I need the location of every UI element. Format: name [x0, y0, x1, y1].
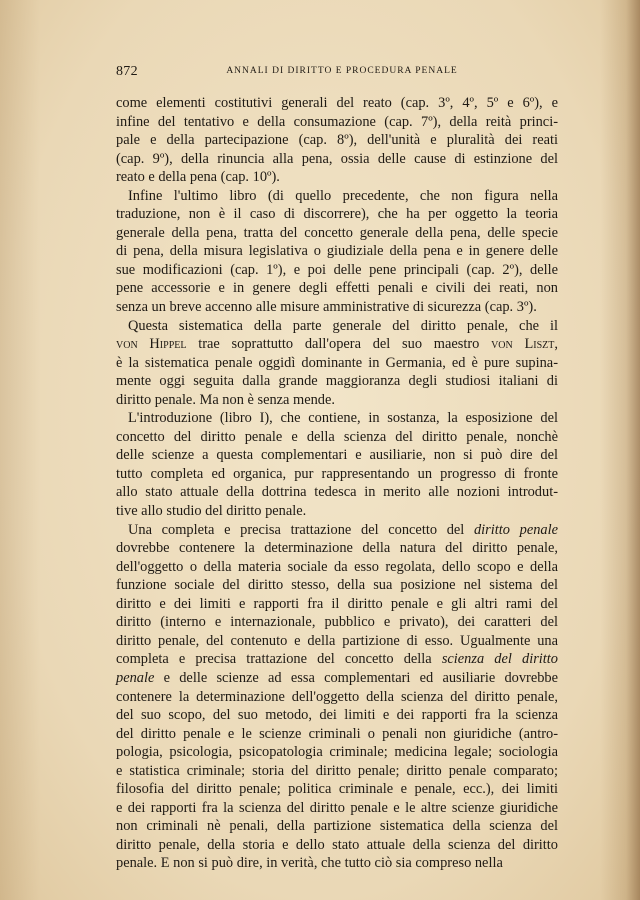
text-line [116, 335, 558, 354]
text-line: L'introduzione (libro I), che contiene, in sostanza, la esposizione del [128, 410, 558, 427]
text-line: diritto penale, del contenuto e della partizione di esso. Ugualmente una [116, 632, 558, 649]
running-title: ANNALI DI DIRITTO E PROCEDURA PENALE [226, 66, 458, 76]
text-line: del suo scopo, del suo metodo, dei limiti e dei rapporti fra la scienza [116, 707, 558, 724]
text-line: allo stato attuale della dottrina tedesca in merito alle nozioni introdut- [116, 484, 558, 501]
text-fragment: trae soprattutto dall'opera del suo maestro [186, 336, 492, 353]
text-fragment: , [554, 336, 558, 353]
text-line: concetto del diritto penale e della scienza del diritto penale, nonchè [116, 428, 558, 445]
text-line: e statistica criminale; storia del diritto penale; diritto penale comparato; [116, 762, 558, 779]
text-line: mente oggi seguita dalla grande maggioranza degli studiosi italiani di [116, 373, 558, 390]
page-number: 872 [116, 64, 138, 79]
text-line: penale. E non si può dire, in verità, che tutto ciò sia compreso nella [116, 855, 503, 872]
text-line: pologia, psicologia, psicopatologia criminale; medicina legale; sociologia [116, 744, 558, 761]
text-line: pene accessorie e in genere degli effetti penali e civili dei reati, non [116, 280, 558, 297]
text-line: diritto (interno e internazionale, pubblico e privato), dei caratteri del [116, 614, 558, 631]
emphasized-term: scienza del diritto [441, 651, 559, 668]
text-line: diritto penale, della storia e dello stato attuale della scienza del diritto [116, 836, 558, 853]
text-line [116, 521, 558, 540]
text-fragment: e delle scienze ad essa complementari ed ausiliarie dovrebbe [154, 669, 558, 686]
text-line: è la sistematica penale oggidì dominante in Germania, ed è pure supina- [116, 354, 558, 371]
text-fragment: completa e precisa trattazione del concetto della [116, 651, 442, 668]
text-line: dovrebbe contenere la determinazione della natura del diritto penale, [116, 540, 558, 557]
text-line: Questa sistematica della parte generale del diritto penale, che il [128, 317, 558, 334]
body-text [116, 94, 558, 873]
text-line: tutto completa ed organica, pur rappresentando un progresso di fronte [116, 465, 558, 482]
page-header [116, 64, 558, 80]
text-line [116, 669, 558, 688]
text-line: traduzione, non è il caso di discorrere), che ha per oggetto la teoria [116, 206, 558, 223]
text-line: contenere la determinazione dell'oggetto della scienza del diritto penale, [116, 688, 558, 705]
text-line: del diritto penale e le scienze criminali o penali non giuridiche (antro- [116, 725, 558, 742]
text-line [116, 650, 558, 669]
text-line: come elementi costitutivi generali del reato (cap. 3º, 4º, 5º e 6º), e [116, 95, 558, 111]
emphasized-term: penale [116, 669, 155, 686]
text-line: di pena, della misura legislativa o giudiziale della pena e in genere delle [116, 243, 558, 260]
text-line: reato e della pena (cap. 10º). [116, 169, 280, 186]
emphasized-term: diritto penale [473, 521, 558, 538]
text-line: sue modificazioni (cap. 1º), e poi delle pene principali (cap. 2º), delle [116, 261, 558, 278]
text-line: (cap. 9º), della rinuncia alla pena, ossia delle cause di estinzione del [116, 150, 558, 167]
text-line: e dei rapporti fra la scienza del diritto penale e le altre scienze giuridiche [116, 799, 558, 816]
text-line: dell'oggetto o della materia sociale da esso regolata, dello scopo e della [116, 558, 558, 575]
text-line: filosofia del diritto penale; politica criminale e penale, ecc.), dei limiti [116, 781, 558, 798]
text-line: diritto penale. Ma non è senza mende. [116, 391, 335, 408]
text-line: pale e della partecipazione (cap. 8º), dell'unità e pluralità dei reati [116, 132, 558, 149]
text-line: generale della pena, tratta del concetto generale della pena, delle specie [116, 224, 558, 241]
text-line: funzione sociale del diritto stesso, della sua posizione nel sistema del [116, 577, 558, 594]
text-line: Infine l'ultimo libro (di quello precedente, che non figura nella [128, 187, 558, 204]
text-line: non criminali nè penali, della partizione sistematica della scienza del [116, 818, 558, 835]
author-name: von Liszt [491, 336, 555, 353]
text-line: senza un breve accenno alle misure amministrative di sicurezza (cap. 3º). [116, 299, 537, 316]
author-name: von Hippel [116, 336, 187, 353]
text-line: delle scienze a questa complementari e ausiliarie, non si può dire del [116, 447, 558, 464]
text-line: diritto e dei limiti e rapporti fra il diritto penale e gli altri rami del [116, 595, 558, 612]
text-line: tive allo studio del diritto penale. [116, 503, 307, 520]
text-line: infine del tentativo e della consumazione (cap. 7º), della reità princi- [116, 113, 558, 130]
text-fragment: Una completa e precisa trattazione del concetto del [128, 521, 474, 538]
